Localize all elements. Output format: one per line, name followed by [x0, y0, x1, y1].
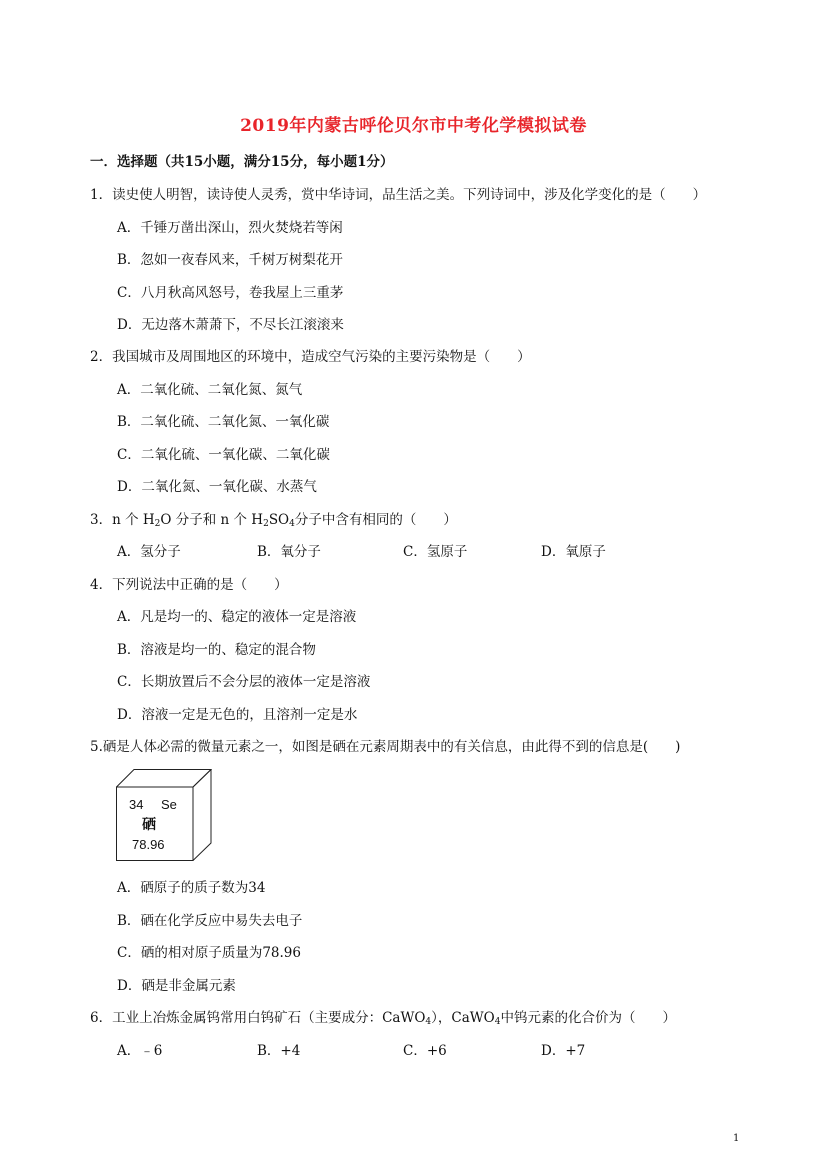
question-4-stem: 4．下列说法中正确的是（ ） — [90, 577, 288, 593]
question-1-stem: 1．读史使人明智，读诗使人灵秀，赏中华诗词，品生活之美。下列诗词中，涉及化学变化的是（ ） — [90, 187, 707, 203]
question-3-option-a: A．氢分子 — [117, 544, 181, 560]
question-6-option-a: A．﹣6 — [117, 1043, 163, 1059]
section-heading: 一．选择题（共15小题，满分15分，每小题1分） — [90, 154, 394, 170]
question-2-option-c: C．二氧化硫、一氧化碳、二氧化碳 — [117, 447, 330, 463]
selenium-element-card — [116, 769, 212, 861]
question-3-options — [117, 540, 677, 558]
question-1-option-a: A．千锤万凿出深山，烈火焚烧若等闲 — [117, 220, 343, 236]
question-2-option-a: A．二氧化硫、二氧化氮、氮气 — [117, 382, 303, 398]
question-5-option-b: B．硒在化学反应中易失去电子 — [117, 913, 303, 929]
question-3-option-b: B．氧分子 — [257, 544, 321, 560]
question-6-option-d: D．+7 — [541, 1043, 586, 1059]
question-6-option-c: C．+6 — [403, 1043, 447, 1059]
question-2-option-b: B．二氧化硫、二氧化氮、一氧化碳 — [117, 414, 330, 430]
element-atomic-number: 34 — [129, 797, 144, 812]
element-name: 硒 — [142, 816, 156, 832]
question-1-option-d: D．无边落木萧萧下，不尽长江滚滚来 — [117, 317, 344, 333]
question-6-stem: 6．工业上冶炼金属钨常用白钨矿石（主要成分：CaWO$_4$），CaWO$_4$中钨元素的化合价为（ ） — [90, 1010, 676, 1027]
element-mass: 78.96 — [132, 837, 165, 852]
question-6-option-b: B．+4 — [257, 1043, 301, 1059]
element-symbol: Se — [161, 797, 177, 812]
question-3-option-c: C．氢原子 — [403, 544, 468, 560]
question-2-option-d: D．二氧化氮、一氧化碳、水蒸气 — [117, 479, 317, 495]
question-4-option-a: A．凡是均一的、稳定的液体一定是溶液 — [117, 609, 357, 625]
question-1-option-b: B．忽如一夜春风来，千树万树梨花开 — [117, 252, 343, 268]
question-3-option-d: D．氧原子 — [541, 544, 606, 560]
question-1-option-c: C．八月秋高风怒号，卷我屋上三重茅 — [117, 285, 344, 301]
question-5-stem: 5.硒是人体必需的微量元素之一，如图是硒在元素周期表中的有关信息，由此得不到的信息是( ) — [90, 739, 681, 755]
question-6-options — [117, 1039, 677, 1057]
question-2-stem: 2．我国城市及周围地区的环境中，造成空气污染的主要污染物是（ ） — [90, 349, 531, 365]
question-5-option-c: C．硒的相对原子质量为78.96 — [117, 945, 301, 961]
page-number: 1 — [733, 1133, 740, 1144]
question-5-option-d: D．硒是非金属元素 — [117, 978, 236, 994]
question-3-stem: 3．n 个 $H_2O$ 分子和 n 个 $H_2SO_4$分子中含有相同的（ ） — [90, 512, 457, 529]
question-4-option-b: B．溶液是均一的、稳定的混合物 — [117, 642, 316, 658]
question-4-option-d: D．溶液一定是无色的，且溶剂一定是水 — [117, 707, 358, 723]
question-4-option-c: C．长期放置后不会分层的液体一定是溶液 — [117, 674, 371, 690]
page-title: 2019年内蒙古呼伦贝尔市中考化学模拟试卷 — [240, 116, 587, 136]
question-5-option-a: A．硒原子的质子数为34 — [117, 880, 266, 896]
